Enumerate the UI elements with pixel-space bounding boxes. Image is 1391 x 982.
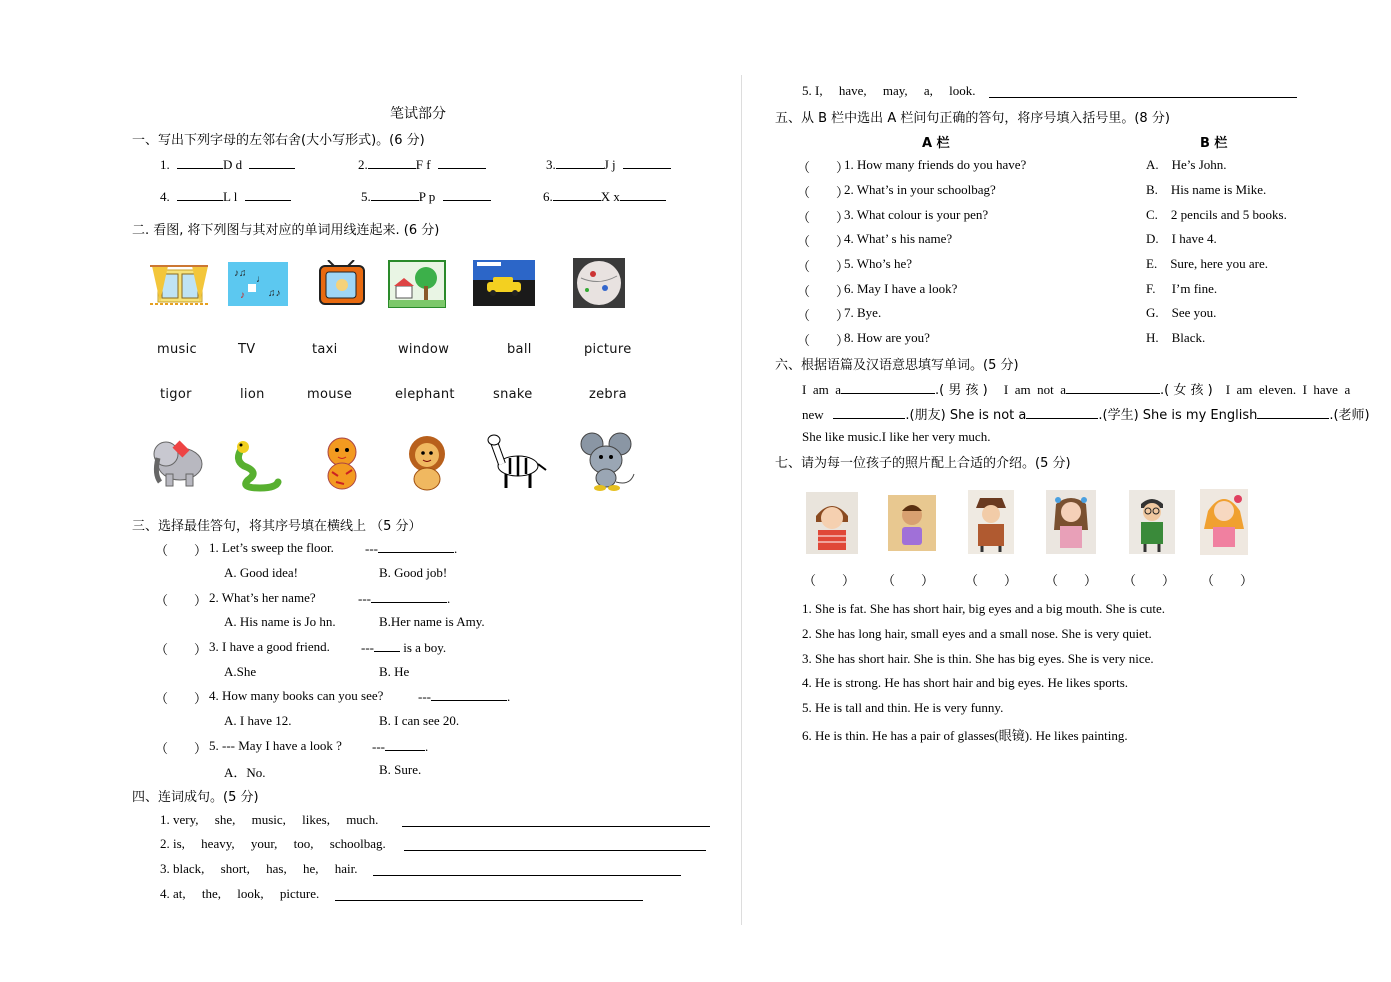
- text: I am a: [802, 382, 841, 397]
- question-text: 2. What’s her name?: [209, 590, 316, 605]
- letter-item-5: [361, 188, 491, 205]
- lion-picture: [402, 432, 452, 492]
- answer-blank[interactable]: [620, 188, 666, 201]
- photo-answer-paren-2[interactable]: （ ）: [882, 574, 935, 589]
- write-line[interactable]: [373, 875, 681, 876]
- description-item: 6. He is thin. He has a pair of glasses(眼镜). He likes painting.: [802, 728, 1128, 743]
- word-lion[interactable]: lion: [240, 387, 265, 402]
- match-answer-paren[interactable]: （ ）: [797, 235, 850, 250]
- option-a: A. His name is Jo hn.: [224, 614, 336, 629]
- child-photo-3: [968, 490, 1014, 554]
- answer-blank[interactable]: [378, 540, 454, 553]
- word-tigor[interactable]: tigor: [160, 387, 192, 402]
- column-divider: [741, 75, 742, 925]
- letter-pair: L l: [223, 189, 238, 204]
- snake-picture: [230, 438, 282, 492]
- match-answer: B. His name is Mike.: [1146, 182, 1267, 197]
- end-text: is a boy.: [403, 640, 447, 655]
- dash: ---: [365, 541, 378, 556]
- word-taxi[interactable]: taxi: [312, 342, 338, 357]
- answer-blank[interactable]: [1066, 381, 1160, 394]
- answer-blank[interactable]: [623, 156, 671, 169]
- photo-answer-paren-5[interactable]: （ ）: [1123, 574, 1176, 589]
- match-question: 4. What’ s his name?: [844, 231, 953, 246]
- answer-blank[interactable]: [833, 406, 905, 419]
- item-num: 1.: [160, 157, 170, 172]
- word-mouse[interactable]: mouse: [307, 387, 353, 402]
- item-num: 4.: [160, 189, 170, 204]
- answer-blank[interactable]: [371, 188, 419, 201]
- text: .(老师): [1329, 408, 1370, 423]
- description-item: 2. She has long hair, small eyes and a small nose. She is very quiet.: [802, 626, 1152, 641]
- answer-blank[interactable]: [385, 738, 425, 751]
- option-a: A．No.: [224, 765, 266, 780]
- column-b-header: B 栏: [1200, 136, 1228, 151]
- answer-blank[interactable]: [438, 156, 486, 169]
- match-question: 6. May I have a look?: [844, 281, 958, 296]
- description-item: 5. He is tall and thin. He is very funny.: [802, 700, 1004, 715]
- answer-blank[interactable]: [556, 156, 604, 169]
- word-snake[interactable]: snake: [493, 387, 533, 402]
- item-num: 3.: [546, 157, 556, 172]
- end-text: .: [507, 689, 511, 704]
- letter-pair: P p: [418, 189, 436, 204]
- answer-line: [372, 738, 428, 755]
- write-line[interactable]: [402, 826, 710, 827]
- letter-item-4: [160, 188, 291, 205]
- music-picture: [228, 262, 288, 306]
- answer-blank[interactable]: [553, 188, 601, 201]
- column-a-header: A 栏: [922, 136, 950, 151]
- match-answer: F. I’m fine.: [1146, 281, 1218, 296]
- option-b: B. Good job!: [379, 565, 448, 580]
- question-text: 3. I have a good friend.: [209, 639, 330, 654]
- dash: ---: [418, 689, 431, 704]
- letter-pair: J j: [603, 157, 616, 172]
- item-num: 6.: [543, 189, 553, 204]
- word-music[interactable]: music: [157, 342, 197, 357]
- text: I am not a: [1003, 382, 1067, 397]
- match-answer: A. He’s John.: [1146, 157, 1227, 172]
- picture-picture: [388, 260, 446, 308]
- text: .(朋友) She is not a: [905, 408, 1027, 423]
- match-answer-paren[interactable]: （ ）: [797, 309, 850, 324]
- photo-answer-paren-3[interactable]: （ ）: [965, 574, 1018, 589]
- answer-line: [361, 639, 446, 656]
- write-line[interactable]: [335, 900, 643, 901]
- option-b: B. He: [379, 664, 410, 679]
- match-answer: E. Sure, here you are.: [1146, 256, 1269, 271]
- answer-blank[interactable]: [1026, 406, 1098, 419]
- option-a: A.She: [224, 664, 257, 679]
- sentence-item-2: 2. is, heavy, your, too, schoolbag.: [160, 836, 386, 851]
- letter-item-3: [546, 156, 671, 173]
- svg-text:♩: ♩: [256, 274, 266, 285]
- answer-paren[interactable]: （ ）: [155, 544, 208, 559]
- answer-paren[interactable]: （ ）: [155, 643, 208, 658]
- ball-picture: [573, 258, 625, 308]
- match-question: 2. What’s in your schoolbag?: [844, 182, 996, 197]
- match-answer-paren[interactable]: （ ）: [797, 186, 850, 201]
- write-line[interactable]: [989, 97, 1297, 98]
- match-question: 1. How many friends do you have?: [844, 157, 1027, 172]
- taxi-picture: [473, 260, 535, 306]
- answer-line: [418, 688, 510, 705]
- fill-line-1: [802, 379, 1350, 398]
- answer-blank[interactable]: [177, 156, 223, 169]
- photo-answer-paren-1[interactable]: （ ）: [803, 574, 856, 589]
- option-b: B. I can see 20.: [379, 713, 460, 728]
- end-text: .: [447, 591, 451, 606]
- tiger-picture: [318, 434, 366, 492]
- answer-blank[interactable]: [245, 188, 291, 201]
- text: .(学生) She is my English: [1098, 408, 1258, 423]
- match-answer-paren[interactable]: （ ）: [797, 161, 850, 176]
- dash: ---: [358, 591, 371, 606]
- word-window[interactable]: window: [398, 342, 450, 357]
- letter-item-2: [358, 156, 486, 173]
- fill-line-2: [802, 404, 1370, 423]
- word-elephant[interactable]: elephant: [395, 387, 455, 402]
- answer-line: [358, 590, 450, 607]
- question-text: 5. --- May I have a look ?: [209, 738, 342, 753]
- word-ball[interactable]: ball: [507, 342, 532, 357]
- answer-paren[interactable]: （ ）: [155, 692, 208, 707]
- text: new: [802, 407, 824, 422]
- text: I am eleven. I have a: [1225, 382, 1351, 397]
- child-photo-1: [806, 492, 858, 554]
- match-question: 8. How are you?: [844, 330, 930, 345]
- answer-line: [365, 540, 457, 557]
- match-answer: C. 2 pencils and 5 books.: [1146, 207, 1287, 222]
- photo-answer-paren-4[interactable]: （ ）: [1045, 574, 1098, 589]
- child-photo-5: [1129, 490, 1175, 554]
- answer-paren[interactable]: （ ）: [155, 742, 208, 757]
- option-b: B. Sure.: [379, 762, 422, 777]
- section-6-heading: 六、根据语篇及汉语意思填写单词。(5 分): [775, 358, 1019, 373]
- description-item: 3. She has short hair. She is thin. She has big eyes. She is very nice.: [802, 651, 1154, 666]
- svg-text:♪: ♪: [240, 290, 245, 301]
- letter-item-1: [160, 156, 295, 173]
- child-photo-2: [888, 495, 936, 551]
- letter-pair: F f: [415, 157, 431, 172]
- answer-blank[interactable]: [374, 639, 400, 652]
- description-item: 1. She is fat. She has short hair, big eyes and a big mouth. She is cute.: [802, 601, 1166, 616]
- section-5-heading: 五、从 B 栏中选出 A 栏问句正确的答句，将序号填入括号里。(8 分): [775, 111, 1170, 126]
- dash: ---: [361, 640, 374, 655]
- write-line[interactable]: [404, 850, 706, 851]
- sentence-item-3: 3. black, short, has, he, hair.: [160, 861, 358, 876]
- answer-blank[interactable]: [249, 156, 295, 169]
- tv-picture: [318, 260, 366, 308]
- letter-pair: D d: [223, 157, 243, 172]
- child-photo-6: [1200, 489, 1248, 555]
- mouse-picture: [578, 430, 638, 492]
- svg-text:♫♪: ♫♪: [268, 288, 281, 299]
- match-answer: H. Black.: [1146, 330, 1206, 345]
- section-4-heading: 四、连词成句。(5 分): [132, 790, 259, 805]
- option-a: A. I have 12.: [224, 713, 292, 728]
- match-answer: G. See you.: [1146, 305, 1217, 320]
- question-text: 4. How many books can you see?: [209, 688, 384, 703]
- option-b: B.Her name is Amy.: [379, 614, 485, 629]
- text: .( 女 孩 ): [1160, 383, 1213, 398]
- match-answer-paren[interactable]: （ ）: [797, 334, 850, 349]
- answer-blank[interactable]: [443, 188, 491, 201]
- end-text: .: [454, 541, 458, 556]
- word-tv[interactable]: TV: [238, 342, 256, 357]
- svg-text:♪♫: ♪♫: [234, 268, 247, 279]
- word-zebra[interactable]: zebra: [589, 387, 627, 402]
- answer-blank[interactable]: [431, 688, 507, 701]
- section-1-heading: 一、写出下列字母的左邻右舍(大小写形式)。(6 分): [132, 133, 425, 148]
- item-num: 2.: [358, 157, 368, 172]
- description-item: 4. He is strong. He has short hair and big eyes. He likes sports.: [802, 675, 1129, 690]
- match-answer-paren[interactable]: （ ）: [797, 260, 850, 275]
- section-3-heading: 三、选择最佳答句，将其序号填在横线上 （5 分）: [132, 519, 422, 534]
- item-num: 5.: [361, 189, 371, 204]
- question-text: 1. Let’s sweep the floor.: [209, 540, 334, 555]
- option-a: A. Good idea!: [224, 565, 299, 580]
- text: .( 男 孩 ): [934, 383, 988, 398]
- answer-blank[interactable]: [368, 156, 416, 169]
- answer-blank[interactable]: [1257, 406, 1329, 419]
- answer-blank[interactable]: [177, 188, 223, 201]
- match-question: 3. What colour is your pen?: [844, 207, 989, 222]
- word-picture[interactable]: picture: [584, 342, 632, 357]
- section-7-heading: 七、请为每一位孩子的照片配上合适的介绍。(5 分): [775, 456, 1071, 471]
- sentence-item-5: 5. I, have, may, a, look.: [802, 83, 976, 98]
- page-title: 笔试部分: [390, 106, 446, 122]
- match-answer-paren[interactable]: （ ）: [797, 211, 850, 226]
- elephant-picture: [150, 432, 208, 490]
- sentence-item-1: 1. very, she, music, likes, much.: [160, 812, 379, 827]
- letter-pair: X x: [600, 189, 620, 204]
- child-photo-4: [1046, 490, 1096, 554]
- answer-blank[interactable]: [841, 381, 935, 394]
- fill-line-3: She like music.I like her very much.: [802, 429, 991, 444]
- end-text: .: [425, 739, 429, 754]
- answer-paren[interactable]: （ ）: [155, 594, 208, 609]
- match-answer: D. I have 4.: [1146, 231, 1217, 246]
- match-question: 5. Who’s he?: [844, 256, 912, 271]
- dash: ---: [372, 739, 385, 754]
- match-answer-paren[interactable]: （ ）: [797, 285, 850, 300]
- answer-blank[interactable]: [371, 590, 447, 603]
- section-2-heading: 二. 看图, 将下列图与其对应的单词用线连起来. (6 分): [132, 223, 440, 238]
- zebra-picture: [484, 428, 548, 492]
- window-picture: [148, 262, 210, 308]
- sentence-item-4: 4. at, the, look, picture.: [160, 886, 320, 901]
- letter-item-6: [543, 188, 666, 205]
- photo-answer-paren-6[interactable]: （ ）: [1201, 574, 1254, 589]
- match-question: 7. Bye.: [844, 305, 882, 320]
